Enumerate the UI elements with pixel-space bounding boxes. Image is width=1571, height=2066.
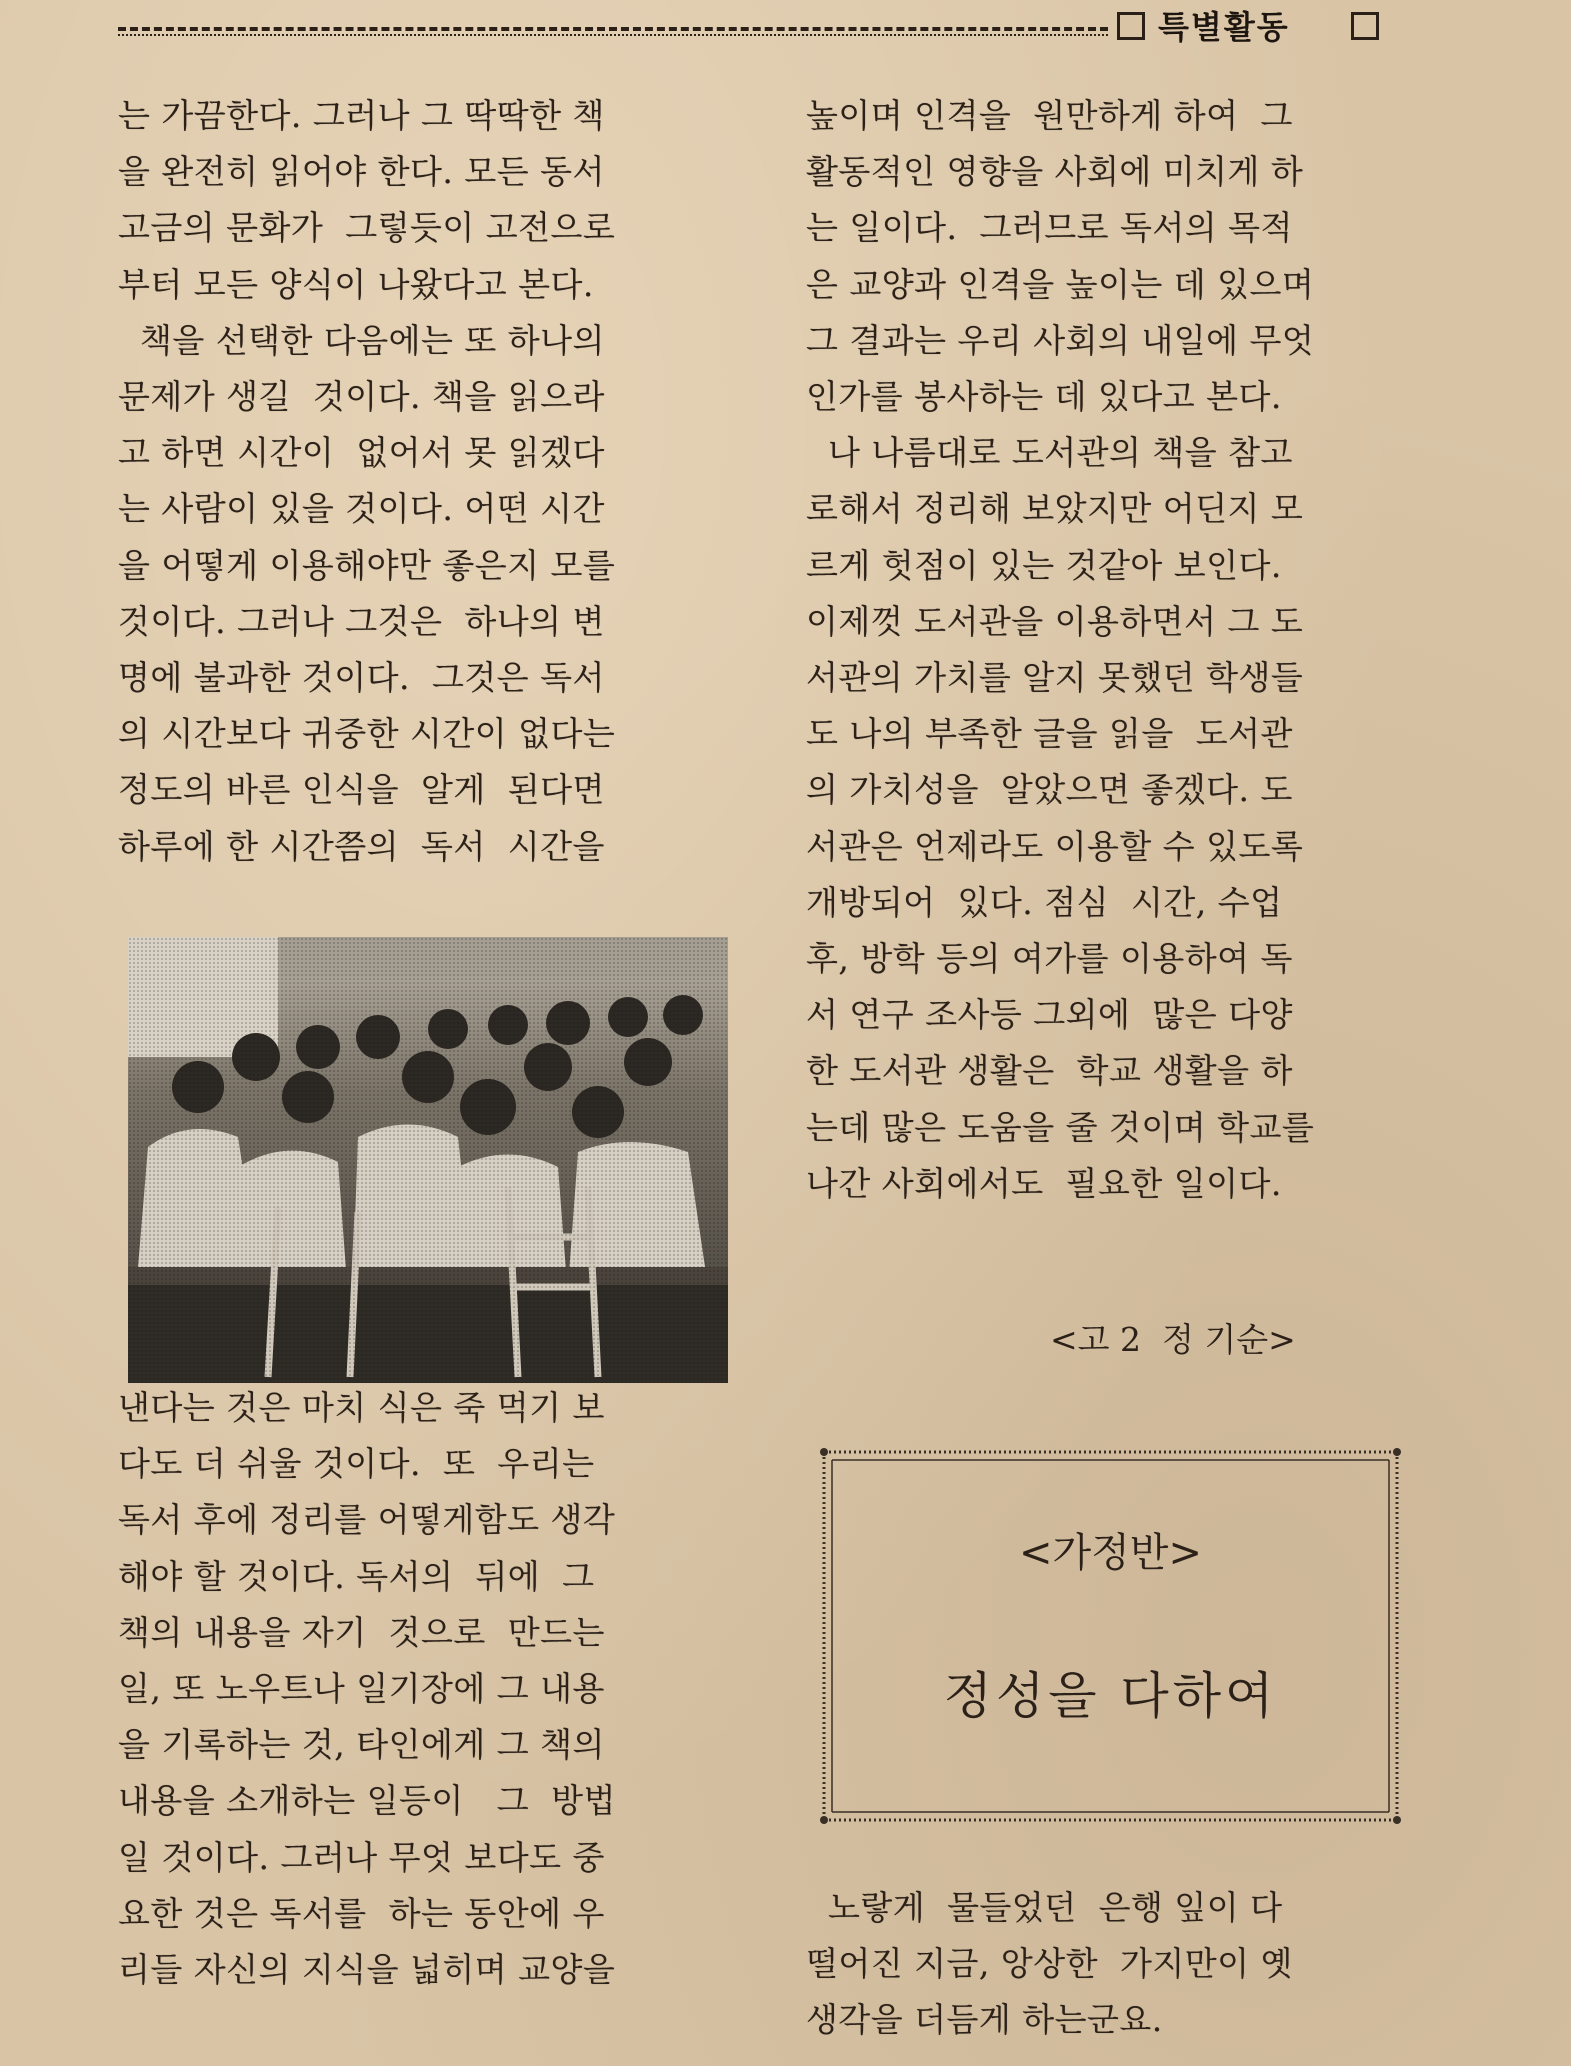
text-line: 개방되어 있다. 점심 시간, 수업 — [806, 882, 1283, 922]
text-line: 독서 후에 정리를 어떻게함도 생각 — [118, 1500, 616, 1540]
text-line: 노랗게 물들었던 은행 잎이 다 — [806, 1888, 1283, 1927]
text-line: 해야 할 것이다. 독서의 뒤에 그 — [118, 1556, 595, 1596]
text-line: 것이다. 그러나 그것은 하나의 변 — [118, 601, 605, 641]
library-reading-photo — [128, 937, 728, 1383]
text-line: 인가를 봉사하는 데 있다고 본다. — [806, 377, 1282, 417]
text-line: 높이며 인격을 원만하게 하여 그 — [806, 96, 1293, 135]
club-name: <가정반> — [1019, 1530, 1202, 1576]
right-column-bottom-text — [806, 1880, 1426, 2049]
text-line: 서관은 언제라도 이용할 수 있도록 — [806, 826, 1304, 866]
ornamental-border — [818, 1446, 1403, 1826]
text-line: 이제껏 도서관을 이용하면서 그 도 — [806, 601, 1304, 641]
left-column-bottom-text — [118, 1380, 728, 1998]
author-signature: <고 2 정 기순> — [1050, 1320, 1296, 1359]
text-line: 그 결과는 우리 사회의 내일에 무엇 — [806, 320, 1315, 360]
left-column-top-text — [118, 88, 728, 875]
photo-image — [128, 937, 728, 1383]
text-line: 고금의 문화가 그렇듯이 고전으로 — [118, 208, 616, 248]
text-line: 다도 더 쉬울 것이다. 또 우리는 — [118, 1444, 595, 1484]
text-line: 정도의 바른 인식을 알게 된다면 — [118, 770, 605, 810]
text-line: 은 교양과 인격을 높이는 데 있으며 — [806, 264, 1315, 304]
text-line: 책의 내용을 자기 것으로 만드는 — [118, 1612, 605, 1652]
text-line: 을 기록하는 것, 타인에게 그 책의 — [118, 1725, 605, 1765]
text-line: 내용을 소개하는 일등이 그 방법 — [118, 1781, 616, 1821]
text-line: 일, 또 노우트나 일기장에 그 내용 — [118, 1669, 605, 1709]
header-dashed-rule — [118, 27, 1108, 31]
text-line: 는 가끔한다. 그러나 그 딱딱한 책 — [118, 96, 605, 135]
text-line: 는데 많은 도움을 줄 것이며 학교를 — [806, 1107, 1315, 1147]
text-line: 을 어떻게 이용해야만 좋은지 모를 — [118, 545, 616, 585]
text-line: 고 하면 시간이 없어서 못 읽겠다 — [118, 433, 605, 473]
text-line: 는 일이다. 그러므로 독서의 목적 — [806, 208, 1293, 248]
text-line: 부터 모든 양식이 나왔다고 본다. — [118, 264, 594, 304]
article-title: 정성을 다하여 — [943, 1667, 1278, 1725]
text-line: 낸다는 것은 마치 식은 죽 먹기 보 — [118, 1388, 605, 1427]
text-line: 생각을 더듬게 하는군요. — [806, 2000, 1163, 2040]
text-line: 후, 방학 등의 여가를 이용하여 독 — [806, 939, 1293, 979]
text-line: 의 시간보다 귀중한 시간이 없다는 — [118, 714, 616, 754]
header-dotted-rule — [118, 34, 1108, 36]
text-line: 도 나의 부족한 글을 읽을 도서관 — [806, 714, 1293, 754]
text-line: 로해서 정리해 보았지만 어딘지 모 — [806, 489, 1304, 529]
text-line: 서관의 가치를 알지 못했던 학생들 — [806, 658, 1304, 698]
text-line: 떨어진 지금, 앙상한 가지만이 옛 — [806, 1944, 1293, 1984]
text-line: 르게 헛점이 있는 것같아 보인다. — [806, 545, 1282, 585]
header-square-left-icon — [1117, 12, 1145, 40]
section-title: 특별활동 — [1158, 8, 1290, 46]
text-line: 나간 사회에서도 필요한 일이다. — [806, 1163, 1282, 1203]
text-line: 활동적인 영향을 사회에 미치게 하 — [806, 152, 1304, 192]
club-title-box — [818, 1446, 1403, 1826]
text-line: 을 완전히 읽어야 한다. 모든 동서 — [118, 152, 605, 192]
text-line: 는 사람이 있을 것이다. 어떤 시간 — [118, 489, 605, 529]
text-line: 나 나름대로 도서관의 책을 참고 — [806, 433, 1293, 473]
text-line: 일 것이다. 그러나 무엇 보다도 중 — [118, 1837, 605, 1877]
text-line: 서 연구 조사등 그외에 많은 다양 — [806, 995, 1293, 1035]
text-line: 리들 자신의 지식을 넓히며 교양을 — [118, 1950, 616, 1990]
right-column-top-text — [806, 88, 1426, 1212]
text-line: 명에 불과한 것이다. 그것은 독서 — [118, 658, 605, 698]
text-line: 문제가 생길 것이다. 책을 읽으라 — [118, 377, 605, 417]
text-line: 하루에 한 시간쯤의 독서 시간을 — [118, 826, 605, 866]
text-line: 요한 것은 독서를 하는 동안에 우 — [118, 1893, 605, 1933]
text-line: 책을 선택한 다음에는 또 하나의 — [118, 320, 605, 360]
text-line: 의 가치성을 알았으면 좋겠다. 도 — [806, 770, 1293, 810]
text-line: 한 도서관 생활은 학교 생활을 하 — [806, 1051, 1293, 1091]
header-square-right-icon — [1351, 12, 1379, 40]
